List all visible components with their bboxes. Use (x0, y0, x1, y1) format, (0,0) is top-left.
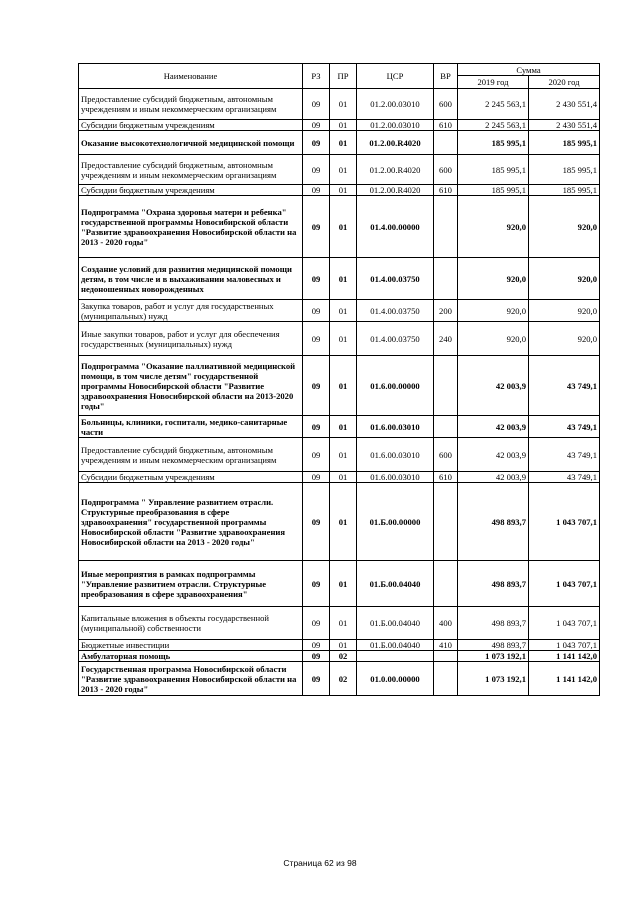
row-csr: 01.6.00.00000 (357, 356, 434, 416)
row-csr: 01.Б.00.04040 (357, 607, 434, 640)
row-rz: 09 (303, 640, 330, 651)
row-pr: 01 (330, 196, 357, 258)
row-2019: 2 245 563,1 (458, 120, 529, 131)
header-2019: 2019 год (458, 76, 529, 89)
table-row (79, 438, 600, 472)
row-vr (434, 561, 458, 607)
row-2020: 920,0 (529, 258, 600, 300)
row-vr (434, 258, 458, 300)
row-vr (434, 483, 458, 561)
table-row (79, 131, 600, 155)
row-2020: 2 430 551,4 (529, 120, 600, 131)
row-2020: 185 995,1 (529, 155, 600, 185)
row-rz: 09 (303, 483, 330, 561)
row-2019: 185 995,1 (458, 131, 529, 155)
row-pr: 01 (330, 483, 357, 561)
row-rz: 09 (303, 155, 330, 185)
row-2019: 42 003,9 (458, 356, 529, 416)
row-rz: 09 (303, 607, 330, 640)
table-row (79, 416, 600, 438)
row-csr: 01.2.00.03010 (357, 89, 434, 120)
row-2019: 185 995,1 (458, 155, 529, 185)
row-2020: 1 043 707,1 (529, 607, 600, 640)
table-row (79, 483, 600, 561)
header-csr: ЦСР (357, 64, 434, 89)
row-vr (434, 416, 458, 438)
row-rz: 09 (303, 438, 330, 472)
row-name: Предоставление субсидий бюджетным, автономным учреждениям и иным некоммерческим организациям (79, 438, 303, 472)
row-2020: 1 043 707,1 (529, 640, 600, 651)
row-pr: 01 (330, 561, 357, 607)
row-2019: 498 893,7 (458, 607, 529, 640)
row-pr: 01 (330, 607, 357, 640)
row-name: Подпрограмма "Охрана здоровья матери и ребенка" государственной программы Новосибирской области "Развитие здравоохранения Новосибирской области на 2013 - 2020 годы" (79, 196, 303, 258)
row-vr: 400 (434, 607, 458, 640)
table-row (79, 89, 600, 120)
row-csr: 01.2.00.03010 (357, 120, 434, 131)
row-name: Государственная программа Новосибирской области "Развитие здравоохранения Новосибирской области на 2013 - 2020 годы" (79, 662, 303, 696)
row-pr: 01 (330, 120, 357, 131)
row-2020: 185 995,1 (529, 185, 600, 196)
row-rz: 09 (303, 651, 330, 662)
row-vr (434, 651, 458, 662)
table-row (79, 662, 600, 696)
row-2020: 2 430 551,4 (529, 89, 600, 120)
table-row (79, 607, 600, 640)
row-name: Капитальные вложения в объекты государственной (муниципальной) собственности (79, 607, 303, 640)
row-2020: 43 749,1 (529, 416, 600, 438)
row-rz: 09 (303, 356, 330, 416)
row-name: Оказание высокотехнологичной медицинской помощи (79, 131, 303, 155)
row-2019: 920,0 (458, 196, 529, 258)
row-csr: 01.Б.00.04040 (357, 561, 434, 607)
row-csr: 01.6.00.03010 (357, 416, 434, 438)
budget-table (78, 63, 600, 696)
row-name: Бюджетные инвестиции (79, 640, 303, 651)
row-rz: 09 (303, 258, 330, 300)
row-2020: 43 749,1 (529, 472, 600, 483)
row-name: Закупка товаров, работ и услуг для государственных (муниципальных) нужд (79, 300, 303, 322)
row-pr: 01 (330, 438, 357, 472)
row-2020: 1 043 707,1 (529, 483, 600, 561)
row-2020: 920,0 (529, 196, 600, 258)
table-row (79, 120, 600, 131)
table-body (79, 89, 600, 696)
row-name: Предоставление субсидий бюджетным, автономным учреждениям и иным некоммерческим организациям (79, 89, 303, 120)
table-row (79, 561, 600, 607)
row-csr: 01.6.00.03010 (357, 438, 434, 472)
row-pr: 01 (330, 185, 357, 196)
row-vr: 610 (434, 185, 458, 196)
row-csr: 01.2.00.R4020 (357, 131, 434, 155)
row-2020: 43 749,1 (529, 356, 600, 416)
row-pr: 01 (330, 89, 357, 120)
row-vr (434, 196, 458, 258)
row-pr: 01 (330, 131, 357, 155)
row-name: Подпрограмма "Оказание паллиативной медицинской помощи, в том числе детям" государственной программы Новосибирской области "Развитие здравоохранения Новосибирской области на 2013-2020 годы" (79, 356, 303, 416)
row-name: Субсидии бюджетным учреждениям (79, 472, 303, 483)
row-rz: 09 (303, 416, 330, 438)
row-2019: 2 245 563,1 (458, 89, 529, 120)
row-rz: 09 (303, 120, 330, 131)
row-vr (434, 662, 458, 696)
row-rz: 09 (303, 472, 330, 483)
table-row (79, 196, 600, 258)
header-vr: ВР (434, 64, 458, 89)
row-2019: 42 003,9 (458, 438, 529, 472)
row-name: Иные закупки товаров, работ и услуг для обеспечения государственных (муниципальных) нужд (79, 322, 303, 356)
row-rz: 09 (303, 662, 330, 696)
row-2019: 1 073 192,1 (458, 651, 529, 662)
row-rz: 09 (303, 131, 330, 155)
header-name: Наименование (79, 64, 303, 89)
table-row (79, 640, 600, 651)
row-rz: 09 (303, 89, 330, 120)
row-vr (434, 356, 458, 416)
row-2019: 498 893,7 (458, 483, 529, 561)
header-2020: 2020 год (529, 76, 600, 89)
row-pr: 01 (330, 155, 357, 185)
row-2019: 42 003,9 (458, 472, 529, 483)
row-2019: 185 995,1 (458, 185, 529, 196)
table-row (79, 322, 600, 356)
row-2020: 920,0 (529, 300, 600, 322)
row-rz: 09 (303, 561, 330, 607)
row-csr: 01.4.00.00000 (357, 196, 434, 258)
row-vr: 600 (434, 155, 458, 185)
row-pr: 01 (330, 356, 357, 416)
row-name: Предоставление субсидий бюджетным, автономным учреждениям и иным некоммерческим организациям (79, 155, 303, 185)
row-csr: 01.6.00.03010 (357, 472, 434, 483)
page-footer: Страница 62 из 98 (283, 858, 357, 868)
row-pr: 01 (330, 472, 357, 483)
row-name: Больницы, клиники, госпитали, медико-санитарные части (79, 416, 303, 438)
row-pr: 01 (330, 416, 357, 438)
table-row (79, 185, 600, 196)
row-pr: 01 (330, 258, 357, 300)
row-vr: 600 (434, 438, 458, 472)
table-row (79, 258, 600, 300)
row-2020: 185 995,1 (529, 131, 600, 155)
row-csr: 01.0.00.00000 (357, 662, 434, 696)
header-sum: Сумма (458, 64, 600, 76)
row-2020: 920,0 (529, 322, 600, 356)
row-name: Создание условий для развития медицинской помощи детям, в том числе и в выхаживании маловесных и недоношенных новорожденных (79, 258, 303, 300)
row-csr: 01.Б.00.00000 (357, 483, 434, 561)
row-vr: 610 (434, 120, 458, 131)
row-csr: 01.4.00.03750 (357, 322, 434, 356)
row-2019: 498 893,7 (458, 561, 529, 607)
row-vr (434, 131, 458, 155)
table-row (79, 356, 600, 416)
row-vr: 610 (434, 472, 458, 483)
row-2019: 1 073 192,1 (458, 662, 529, 696)
row-csr: 01.Б.00.04040 (357, 640, 434, 651)
row-2019: 920,0 (458, 258, 529, 300)
row-vr: 410 (434, 640, 458, 651)
row-vr: 240 (434, 322, 458, 356)
row-vr: 600 (434, 89, 458, 120)
row-vr: 200 (434, 300, 458, 322)
row-2020: 1 141 142,0 (529, 662, 600, 696)
header-rz: РЗ (303, 64, 330, 89)
row-rz: 09 (303, 185, 330, 196)
row-pr: 02 (330, 651, 357, 662)
row-csr: 01.2.00.R4020 (357, 185, 434, 196)
table-row (79, 155, 600, 185)
row-2020: 1 043 707,1 (529, 561, 600, 607)
row-2019: 42 003,9 (458, 416, 529, 438)
row-2019: 498 893,7 (458, 640, 529, 651)
row-csr: 01.4.00.03750 (357, 258, 434, 300)
row-csr: 01.2.00.R4020 (357, 155, 434, 185)
row-name: Амбулаторная помощь (79, 651, 303, 662)
header-pr: ПР (330, 64, 357, 89)
row-pr: 01 (330, 300, 357, 322)
table-row (79, 651, 600, 662)
row-2020: 43 749,1 (529, 438, 600, 472)
row-2019: 920,0 (458, 322, 529, 356)
row-name: Субсидии бюджетным учреждениям (79, 185, 303, 196)
row-csr (357, 651, 434, 662)
table-row (79, 300, 600, 322)
row-pr: 01 (330, 322, 357, 356)
row-pr: 02 (330, 662, 357, 696)
row-name: Иные мероприятия в рамках подпрограммы "Управление развитием отрасли. Структурные преобразования в сфере здравоохранения" (79, 561, 303, 607)
row-pr: 01 (330, 640, 357, 651)
row-2020: 1 141 142,0 (529, 651, 600, 662)
row-rz: 09 (303, 300, 330, 322)
row-csr: 01.4.00.03750 (357, 300, 434, 322)
row-name: Субсидии бюджетным учреждениям (79, 120, 303, 131)
row-2019: 920,0 (458, 300, 529, 322)
table-row (79, 472, 600, 483)
row-rz: 09 (303, 322, 330, 356)
row-rz: 09 (303, 196, 330, 258)
row-name: Подпрограмма " Управление развитием отрасли. Структурные преобразования в сфере здравоохранения" государственной программы Новосибирской области "Развитие здравоохранения Новосибирской области на 2013 - 2020 годы" (79, 483, 303, 561)
